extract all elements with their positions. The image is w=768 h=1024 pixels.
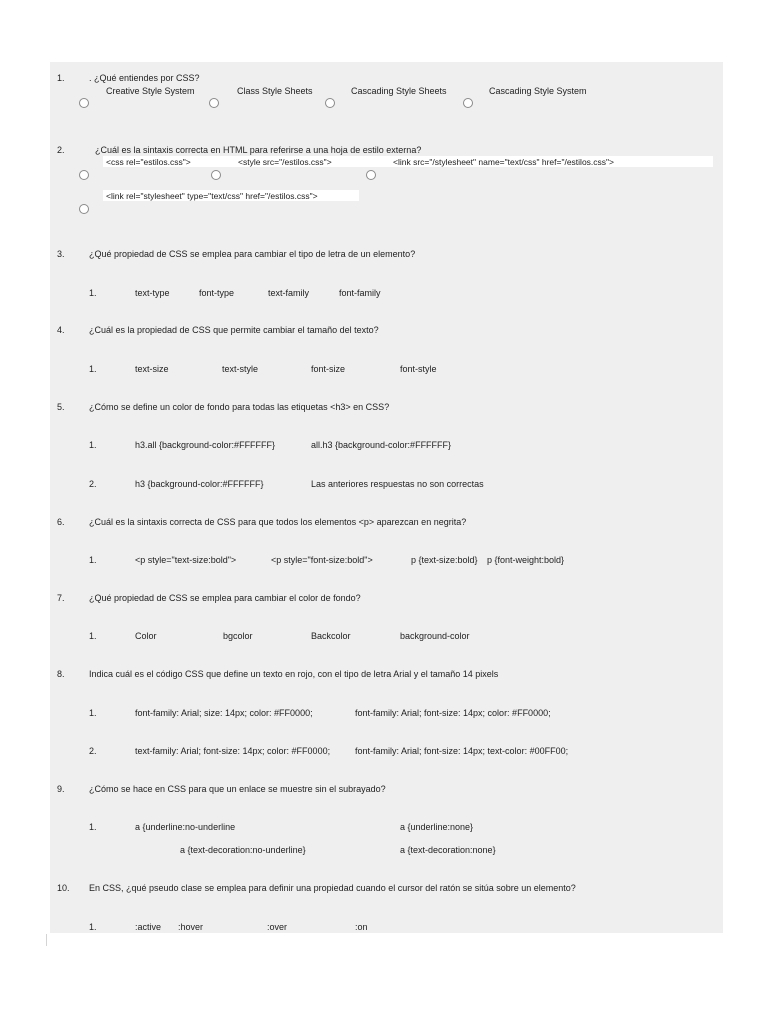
q6-number: 6. (57, 517, 65, 527)
q2-option-3-radio[interactable] (366, 170, 376, 180)
q7-option-1: Color (135, 631, 157, 641)
q2-number: 2. (57, 145, 65, 155)
q3-option-2: font-type (199, 288, 235, 298)
q1-number: 1. (57, 73, 65, 83)
q5-text: ¿Cómo se define un color de fondo para todas las etiquetas <h3> en CSS? (89, 402, 390, 412)
q4-text: ¿Cuál es la propiedad de CSS que permite cambiar el tamaño del texto? (89, 325, 379, 335)
q6-text: ¿Cuál es la sintaxis correcta de CSS para que todos los elementos <p> aparezcan en negrita? (89, 517, 467, 527)
q3-option-1: text-type (135, 288, 170, 298)
q1-option-4-label: Cascading Style System (489, 86, 587, 96)
q9-option-3: a {text-decoration:no-underline} (180, 845, 306, 855)
q10-option-4: :on (355, 922, 368, 932)
q3-option-4: font-family (339, 288, 381, 298)
q10-option-1: :active (135, 922, 162, 932)
q1-option-1-label: Creative Style System (106, 86, 195, 96)
q3-option-3: text-family (268, 288, 310, 298)
q4-option-1: text-size (135, 364, 169, 374)
q4-number: 4. (57, 325, 65, 335)
q2-option-4-label: <link rel="stylesheet" type="text/css" href="/estilos.css"> (106, 191, 318, 201)
q3-text: ¿Qué propiedad de CSS se emplea para cambiar el tipo de letra de un elemento? (89, 249, 416, 259)
q5-row-1-number: 1. (89, 440, 97, 450)
page-edge-mark (46, 934, 47, 946)
q2-option-1-label: <css rel="estilos.css"> (106, 157, 191, 167)
q2-option-4-radio[interactable] (79, 204, 89, 214)
q8-text: Indica cuál es el código CSS que define un texto en rojo, con el tipo de letra Arial y el tamaño 14 pixels (89, 669, 499, 679)
q1-option-1-radio[interactable] (79, 98, 89, 108)
q2-option-3-label: <link src="/stylesheet" name="text/css" href="/estilos.css"> (393, 157, 615, 167)
q1-option-2-label: Class Style Sheets (237, 86, 313, 96)
q9-option-2: a {underline:none} (400, 822, 474, 832)
q5-option-3: h3 {background-color:#FFFFFF} (135, 479, 264, 489)
q9-number: 9. (57, 784, 65, 794)
q1-option-2-radio[interactable] (209, 98, 219, 108)
q1-option-4-radio[interactable] (463, 98, 473, 108)
q6-row-number: 1. (89, 555, 97, 565)
q9-text: ¿Cómo se hace en CSS para que un enlace se muestre sin el subrayado? (89, 784, 386, 794)
q8-option-2: font-family: Arial; font-size: 14px; color: #FF0000; (355, 708, 551, 718)
q9-option-4: a {text-decoration:none} (400, 845, 496, 855)
q1-option-3-label: Cascading Style Sheets (351, 86, 447, 96)
q9-row-number: 1. (89, 822, 97, 832)
q8-option-1: font-family: Arial; size: 14px; color: #FF0000; (135, 708, 313, 718)
q2-option-1-radio[interactable] (79, 170, 89, 180)
q7-option-3: Backcolor (311, 631, 351, 641)
q6-option-4: p {font-weight:bold} (487, 555, 565, 565)
q8-option-3: text-family: Arial; font-size: 14px; color: #FF0000; (135, 746, 331, 756)
q2-option-2-radio[interactable] (211, 170, 221, 180)
q10-row-number: 1. (89, 922, 97, 932)
q8-row-2-number: 2. (89, 746, 97, 756)
q5-option-4: Las anteriores respuestas no son correctas (311, 479, 484, 489)
q8-option-4: font-family: Arial; font-size: 14px; text-color: #00FF00; (355, 746, 569, 756)
q8-row-1-number: 1. (89, 708, 97, 718)
q4-option-2: text-style (222, 364, 259, 374)
q7-row-number: 1. (89, 631, 97, 641)
q7-option-4: background-color (400, 631, 470, 641)
q10-number: 10. (57, 883, 70, 893)
q6-option-1: <p style="text-size:bold"> (135, 555, 237, 565)
q7-text: ¿Qué propiedad de CSS se emplea para cambiar el color de fondo? (89, 593, 361, 603)
q8-number: 8. (57, 669, 65, 679)
q4-row-number: 1. (89, 364, 97, 374)
q7-number: 7. (57, 593, 65, 603)
q3-row-number: 1. (89, 288, 97, 298)
q7-option-2: bgcolor (223, 631, 253, 641)
q9-option-1: a {underline:no-underline (135, 822, 236, 832)
q6-option-3: p {text-size:bold} (411, 555, 478, 565)
q5-row-2-number: 2. (89, 479, 97, 489)
q4-option-3: font-size (311, 364, 346, 374)
q10-option-3: :over (267, 922, 288, 932)
q2-option-2-label: <style src="/estilos.css"> (238, 157, 332, 167)
q5-option-1: h3.all {background-color:#FFFFFF} (135, 440, 276, 450)
q10-text: En CSS, ¿qué pseudo clase se emplea para definir una propiedad cuando el cursor del ratón se sitúa sobre un elemento? (89, 883, 576, 893)
q3-number: 3. (57, 249, 65, 259)
q5-option-2: all.h3 {background-color:#FFFFFF} (311, 440, 452, 450)
q5-number: 5. (57, 402, 65, 412)
q2-text: ¿Cuál es la sintaxis correcta en HTML para referirse a una hoja de estilo externa? (95, 145, 422, 155)
q4-option-4: font-style (400, 364, 437, 374)
q6-option-2: <p style="font-size:bold"> (271, 555, 373, 565)
q1-text: . ¿Qué entiendes por CSS? (89, 73, 200, 83)
q10-option-2: :hover (178, 922, 204, 932)
q1-option-3-radio[interactable] (325, 98, 335, 108)
